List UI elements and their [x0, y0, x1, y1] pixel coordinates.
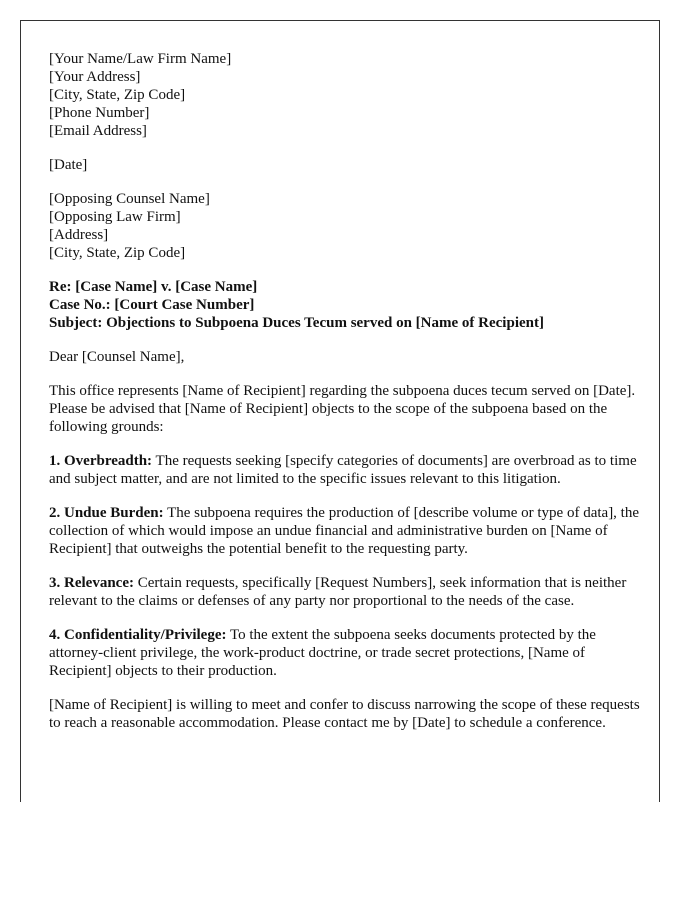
intro-paragraph: This office represents [Name of Recipient] regarding the subpoena duces tecum served on [Date]. Please be advised that [Name of Recipient] objects to the scope of the subpoena based on the following grounds:	[49, 383, 636, 435]
subject-line: Subject: Objections to Subpoena Duces Tecum served on [Name of Recipient]	[49, 315, 544, 331]
subject-block	[49, 278, 645, 332]
ground-label: 4. Confidentiality/Privilege:	[49, 627, 227, 643]
ground-relevance	[49, 574, 645, 610]
recipient-address-block	[49, 190, 645, 262]
ground-undue-burden	[49, 504, 645, 558]
letter-page	[20, 20, 660, 802]
ground-label: 3. Relevance:	[49, 575, 134, 591]
recipient-name: [Opposing Counsel Name]	[49, 191, 210, 207]
letter-date: [Date]	[49, 157, 88, 173]
sender-phone: [Phone Number]	[49, 105, 150, 121]
ground-overbreadth	[49, 452, 645, 488]
case-number-line: Case No.: [Court Case Number]	[49, 297, 255, 313]
sender-name: [Your Name/Law Firm Name]	[49, 51, 232, 67]
ground-confidentiality-privilege	[49, 626, 645, 680]
sender-city-state-zip: [City, State, Zip Code]	[49, 87, 186, 103]
ground-text: To the extent the subpoena seeks documents protected by the attorney-client privilege, the work-product doctrine, or trade secret protections, [Name of Recipient] objects to their production.	[49, 627, 596, 679]
ground-text: Certain requests, specifically [Request Numbers], seek information that is neither relevant to the claims or defenses of any party nor proportional to the needs of the case.	[49, 575, 627, 609]
sender-address: [Your Address]	[49, 69, 141, 85]
recipient-firm: [Opposing Law Firm]	[49, 209, 181, 225]
sender-address-block	[49, 50, 645, 140]
ground-label: 2. Undue Burden:	[49, 505, 164, 521]
salutation: Dear [Counsel Name],	[49, 349, 185, 365]
ground-text: The subpoena requires the production of [describe volume or type of data], the collection of which would impose an undue financial and administrative burden on [Name of Recipient] that outweighs the potential benefit to the requesting party.	[49, 505, 640, 557]
re-line: Re: [Case Name] v. [Case Name]	[49, 279, 258, 295]
sender-email: [Email Address]	[49, 123, 147, 139]
ground-text: The requests seeking [specify categories of documents] are overbroad as to time and subject matter, and are not limited to the specific issues relevant to this litigation.	[49, 453, 637, 487]
letter-content	[49, 50, 645, 748]
date-block	[49, 156, 645, 174]
ground-label: 1. Overbreadth:	[49, 453, 153, 469]
closing-paragraph: [Name of Recipient] is willing to meet and confer to discuss narrowing the scope of these requests to reach a reasonable accommodation. Please contact me by [Date] to schedule a conference.	[49, 697, 640, 731]
recipient-city-state-zip: [City, State, Zip Code]	[49, 245, 186, 261]
recipient-address: [Address]	[49, 227, 109, 243]
